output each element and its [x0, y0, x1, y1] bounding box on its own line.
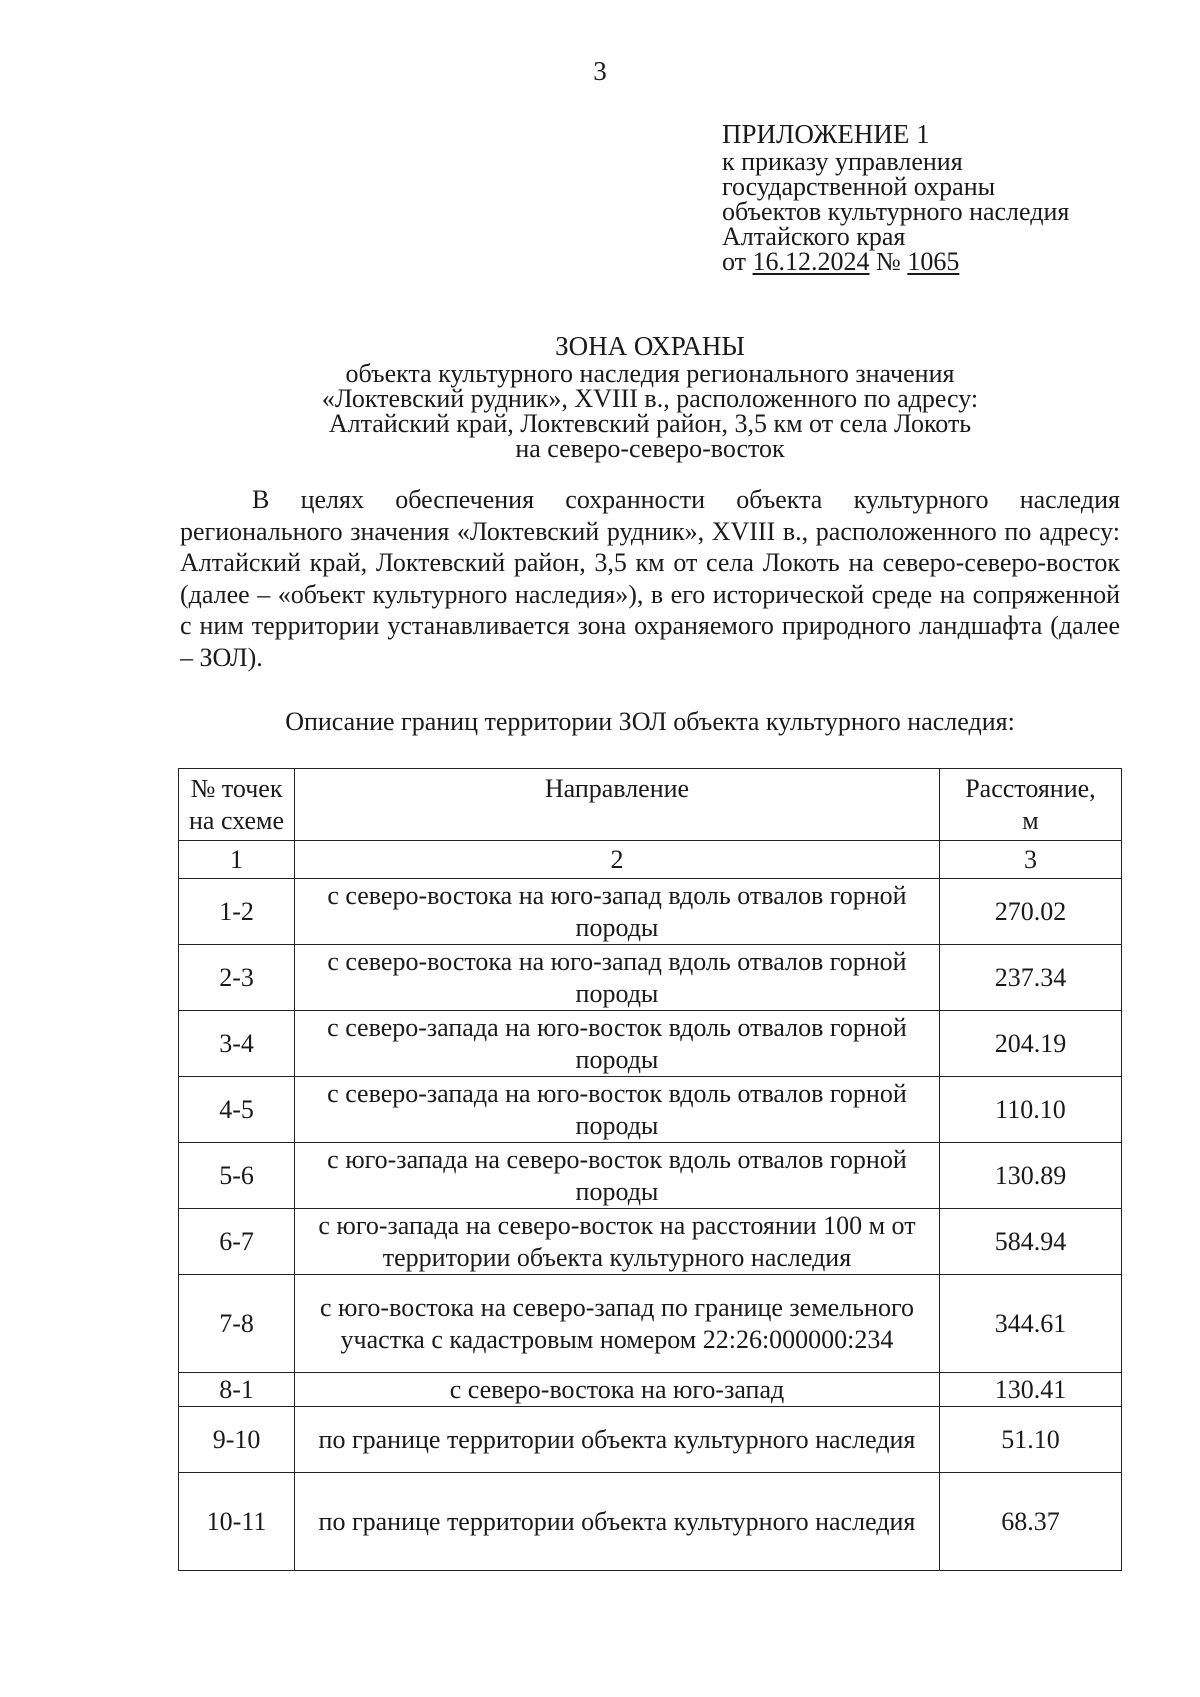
cell-direction: по границе территории объекта культурного наследия — [295, 1407, 940, 1473]
cell-points: 3-4 — [179, 1011, 295, 1077]
cell-points: 1-2 — [179, 879, 295, 945]
table-caption: Описание границ территории ЗОЛ объекта культурного наследия: — [285, 707, 1015, 736]
cell-points: 2-3 — [179, 945, 295, 1011]
appendix-heading: ПРИЛОЖЕНИЕ 1 — [722, 119, 930, 149]
cell-direction: с северо-запада на юго-восток вдоль отвалов горной породы — [295, 1077, 940, 1143]
table-row — [179, 1275, 1122, 1373]
page-number: 3 — [593, 56, 607, 86]
boundary-table — [178, 768, 1122, 1571]
cell-direction: по границе территории объекта культурного наследия — [295, 1473, 940, 1571]
appendix-date-line — [722, 249, 1069, 274]
document-title: ЗОНА ОХРАНЫ — [555, 331, 745, 361]
header-distance-line: м — [1022, 806, 1039, 835]
title-line: Алтайский край, Локтевский район, 3,5 км от села Локоть — [328, 409, 972, 438]
header-points-line: № точек — [190, 774, 283, 803]
title-block — [180, 331, 1120, 463]
cell-points: 7-8 — [179, 1275, 295, 1373]
table-row — [179, 879, 1122, 945]
appendix-line: объектов культурного наследия — [722, 197, 1070, 226]
cell-direction: с юго-востока на северо-запад по границе земельного участка с кадастровым номером 22:26:000000:234 — [295, 1275, 940, 1373]
title-line: на северо-северо-восток — [515, 434, 785, 463]
order-number: 1065 — [907, 247, 960, 276]
cell-points: 9-10 — [179, 1407, 295, 1473]
header-distance-line: Расстояние, — [965, 774, 1096, 803]
column-number-row — [179, 841, 1122, 879]
cell-distance: 110.10 — [939, 1077, 1121, 1143]
table-header-row — [179, 769, 1122, 841]
table-row — [179, 1373, 1122, 1407]
cell-distance: 68.37 — [939, 1473, 1121, 1571]
header-points-line: на схеме — [189, 806, 285, 835]
cell-points: 5-6 — [179, 1143, 295, 1209]
appendix-line: государственной охраны — [722, 172, 996, 201]
header-direction: Направление — [295, 769, 940, 841]
column-number: 3 — [939, 841, 1121, 879]
appendix-block — [722, 119, 1070, 276]
header-distance — [939, 769, 1121, 841]
order-date: 16.12.2024 — [752, 247, 870, 276]
intro-paragraph: В целях обеспечения сохранности объекта культурного наследия регионального значения «Локтевский рудник», XVIII в., расположенного по адресу: Алтайский край, Локтевский район, 3,5 км от села Локоть на северо-северо-восток (далее – «объект культурного наследия»), в его исторической среде на сопряженной с ним территории устанавливается зона охраняемого природного ландшафта (далее – ЗОЛ). — [180, 485, 1120, 672]
cell-distance: 130.41 — [939, 1373, 1121, 1407]
cell-points: 8-1 — [179, 1373, 295, 1407]
appendix-line: Алтайского края — [722, 222, 906, 251]
table-row — [179, 1473, 1122, 1571]
cell-points: 4-5 — [179, 1077, 295, 1143]
cell-distance: 130.89 — [939, 1143, 1121, 1209]
cell-direction: с юго-запада на северо-восток на расстоянии 100 м от территории объекта культурного наследия — [295, 1209, 940, 1275]
cell-points: 6-7 — [179, 1209, 295, 1275]
title-line: объекта культурного наследия регионального значения — [345, 359, 955, 388]
cell-distance: 270.02 — [939, 879, 1121, 945]
column-number: 1 — [179, 841, 295, 879]
cell-distance: 204.19 — [939, 1011, 1121, 1077]
cell-distance: 51.10 — [939, 1407, 1121, 1473]
table-row — [179, 945, 1122, 1011]
cell-direction: с северо-запада на юго-восток вдоль отвалов горной породы — [295, 1011, 940, 1077]
cell-direction: с северо-востока на юго-запад вдоль отвалов горной породы — [295, 879, 940, 945]
cell-distance: 344.61 — [939, 1275, 1121, 1373]
cell-points: 10-11 — [179, 1473, 295, 1571]
cell-direction: с юго-запада на северо-восток вдоль отвалов горной породы — [295, 1143, 940, 1209]
table-row — [179, 1077, 1122, 1143]
appendix-line: к приказу управления — [722, 147, 963, 176]
cell-direction: с северо-востока на юго-запад вдоль отвалов горной породы — [295, 945, 940, 1011]
column-number: 2 — [295, 841, 940, 879]
table-row — [179, 1209, 1122, 1275]
table-row — [179, 1143, 1122, 1209]
number-sign: № — [876, 247, 901, 276]
header-points — [179, 769, 295, 841]
cell-distance: 237.34 — [939, 945, 1121, 1011]
title-line: «Локтевский рудник», XVIII в., расположенного по адресу: — [321, 384, 979, 413]
cell-distance: 584.94 — [939, 1209, 1121, 1275]
table-row — [179, 1407, 1122, 1473]
cell-direction: с северо-востока на юго-запад — [295, 1373, 940, 1407]
table-row — [179, 1011, 1122, 1077]
date-prefix: от — [722, 247, 747, 276]
